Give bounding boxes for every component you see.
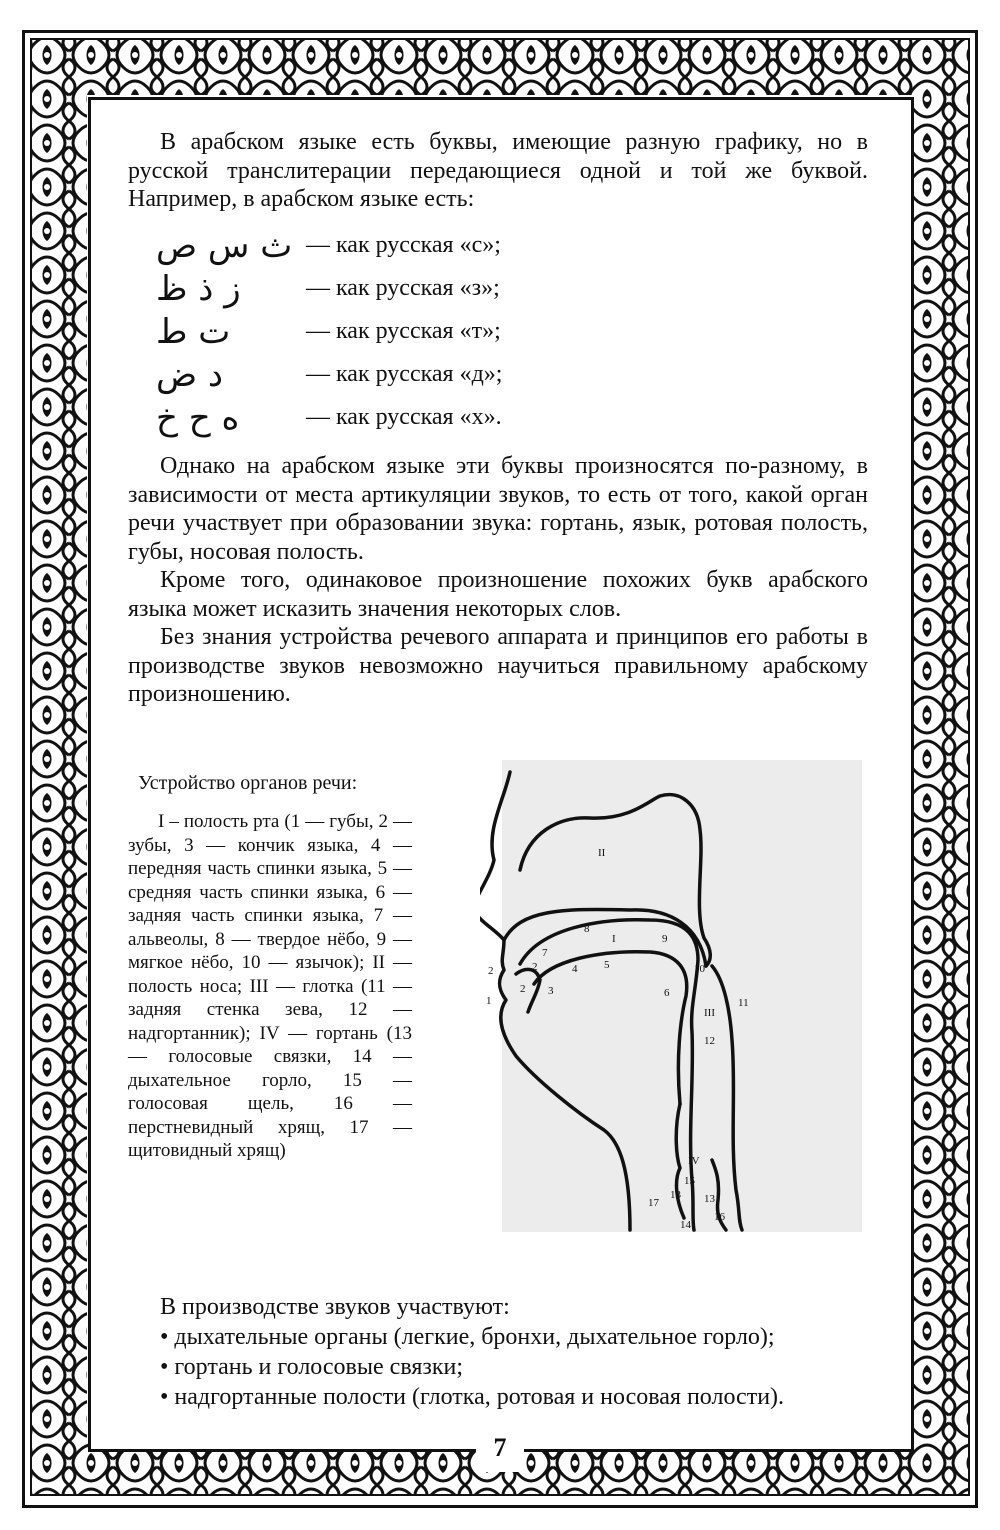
label-17: 17	[648, 1197, 659, 1209]
label-1: 1	[486, 995, 492, 1007]
label-12: 12	[704, 1035, 715, 1047]
russian-equivalent: — как русская «з»;	[306, 275, 500, 301]
arabic-letters: ه ح خ	[156, 398, 240, 438]
label-7: 7	[542, 947, 548, 959]
letter-group	[150, 398, 550, 441]
diagram-caption-text: I – полость рта (1 — губы, 2 — зубы, 3 — кончик языка, 4 — передняя часть спинки языка, 5 — средняя часть спинки языка, 6 — задняя часть спинки языка, 7 — альвеолы, 8 — твердое нёбо, 9 — мягкое нёбо, 10 — язычок); II — полость носа; III — глотка (11 — задняя стенка зева, 12 — надгортанник); IV — гортань (13 — голосовые связки, 14 — дыхательное горло, 15 — голосовая щель, 16 — перстневидный хрящ, 17 — щитовидный хрящ)	[128, 811, 412, 1161]
arabic-letters: ث س ص	[156, 226, 293, 266]
speech-organs-diagram	[480, 760, 862, 1232]
list-item: • надгортанные полости (глотка, ротовая и носовая полости).	[160, 1384, 785, 1410]
body-paragraph: Однако на арабском языке эти буквы произносятся по-разному, в зависимости от места артикуляции звуков, то есть от того, какой орган речи участвует при образовании звука: гортань, язык, ротовая полость, губы, носовая полость.	[128, 453, 868, 565]
diagram-background	[502, 760, 862, 1232]
label-13: 13	[670, 1189, 681, 1201]
label-6: 6	[664, 987, 670, 999]
participation-heading: В производстве звуков участвуют:	[160, 1294, 510, 1320]
label-I: I	[612, 933, 616, 945]
label-14: 14	[680, 1219, 691, 1231]
label-IV: IV	[688, 1155, 700, 1167]
russian-equivalent: — как русская «с»;	[306, 232, 501, 258]
letter-group	[150, 312, 550, 355]
intro-section	[128, 128, 868, 214]
russian-equivalent: — как русская «д»;	[306, 361, 503, 387]
arabic-letters: ت ط	[156, 312, 231, 352]
label-11: 11	[738, 997, 749, 1009]
arabic-letters: د ض	[156, 355, 224, 395]
page-number: 7	[476, 1424, 524, 1472]
body-paragraph: Кроме того, одинаковое произношение похожих букв арабского языка может исказить значения некоторых слов.	[128, 567, 868, 622]
letter-groups-list	[150, 226, 550, 441]
diagram-caption-title: Устройство органов речи:	[138, 772, 358, 794]
label-II: II	[598, 847, 606, 859]
letter-group	[150, 226, 550, 269]
list-item: • гортань и голосовые связки;	[160, 1354, 464, 1380]
russian-equivalent: — как русская «т»;	[306, 318, 501, 344]
russian-equivalent: — как русская «х».	[306, 404, 502, 430]
label-13: 13	[704, 1193, 715, 1205]
label-8: 8	[584, 923, 590, 935]
body-section	[128, 452, 868, 709]
intro-paragraph: В арабском языке есть буквы, имеющие разную графику, но в русской транслитерации передающиеся одной и той же буквой. Например, в арабском языке есть:	[128, 129, 868, 212]
label-2: 2	[488, 965, 494, 977]
label-3: 3	[548, 985, 554, 997]
list-item: • дыхательные органы (легкие, бронхи, дыхательное горло);	[160, 1324, 775, 1350]
body-paragraph: Без знания устройства речевого аппарата и принципов его работы в производстве звуков невозможно научиться правильному арабскому произношению.	[128, 624, 868, 707]
label-2: 2	[532, 961, 538, 973]
label-9: 9	[662, 933, 668, 945]
arabic-letters: ز ذ ظ	[156, 269, 241, 309]
participation-list	[160, 1292, 784, 1412]
label-III: III	[704, 1007, 715, 1019]
label-5: 5	[604, 959, 610, 971]
label-10: 10	[694, 963, 705, 975]
label-16: 16	[714, 1211, 725, 1223]
letter-group	[150, 269, 550, 312]
label-4: 4	[572, 963, 578, 975]
letter-group	[150, 355, 550, 398]
label-2: 2	[520, 983, 526, 995]
label-15: 15	[684, 1175, 695, 1187]
